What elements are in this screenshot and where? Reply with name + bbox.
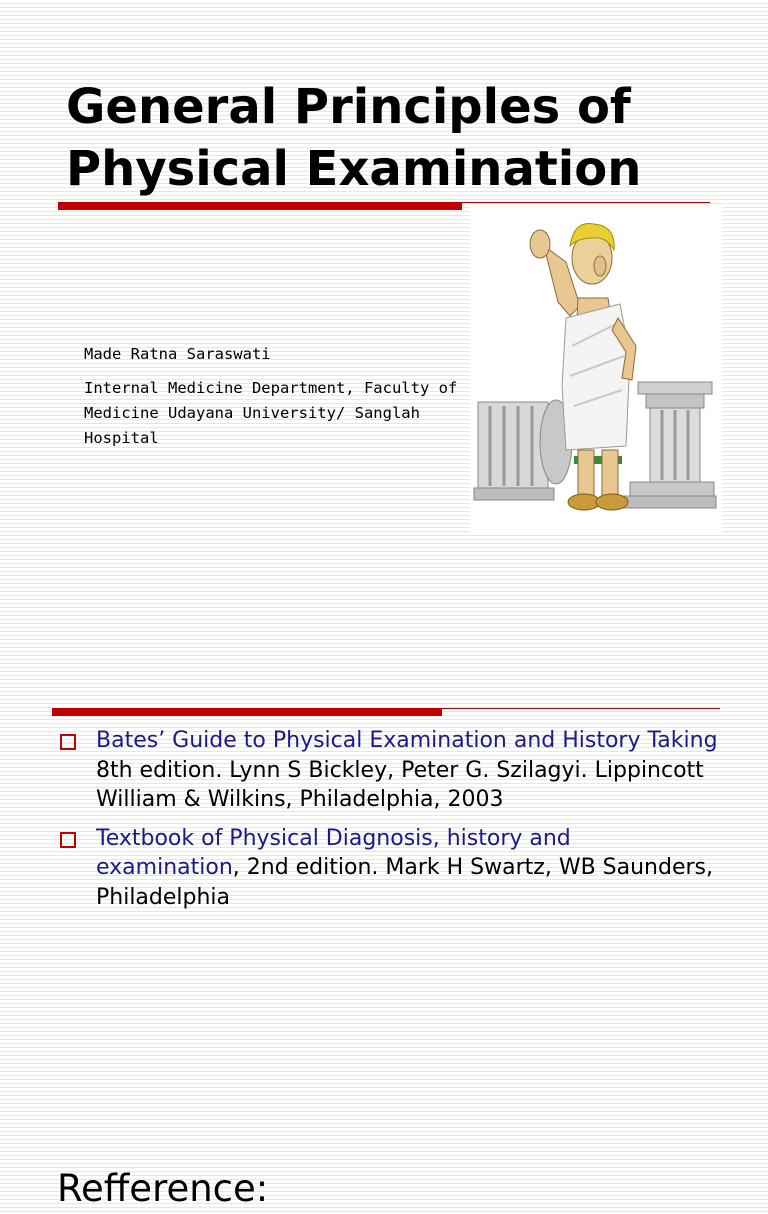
title-underline-thick: [58, 202, 462, 210]
waving-figure-icon: [470, 206, 722, 532]
reference-underline-thick: [52, 708, 442, 716]
reference-details: 8th edition. Lynn S Bickley, Peter G. Szilagyi. Lippincott William & Wilkins, Philadelphia, 2003: [96, 757, 704, 812]
reference-item: [58, 726, 718, 815]
reference-item: [58, 824, 718, 913]
reference-list: [58, 726, 718, 921]
reference-heading: Refference:: [57, 1167, 269, 1210]
right-column-icon: [624, 382, 716, 508]
author-affiliation: Internal Medicine Department, Faculty of Medicine Udayana University/ Sanglah Hospital: [84, 379, 458, 447]
title-slide: [0, 0, 768, 512]
title-underline-thin: [462, 202, 710, 203]
reference-title: Bates’ Guide to Physical Examination and History Taking: [96, 728, 718, 753]
author-name: Made Ratna Saraswati: [84, 345, 271, 363]
reference-details: , 2nd edition. Mark H Swartz, WB Saunders, Philadelphia: [96, 855, 713, 910]
reference-title: Textbook of Physical Diagnosis, history and examination: [96, 825, 571, 880]
hollow-square-bullet-icon: [60, 734, 76, 750]
reference-underline-thin: [442, 708, 720, 709]
waving-figure-illustration: [470, 206, 722, 532]
left-column-icon: [474, 400, 572, 500]
slide-title: General Principles of Physical Examination: [66, 79, 642, 197]
hollow-square-bullet-icon: [60, 832, 76, 848]
